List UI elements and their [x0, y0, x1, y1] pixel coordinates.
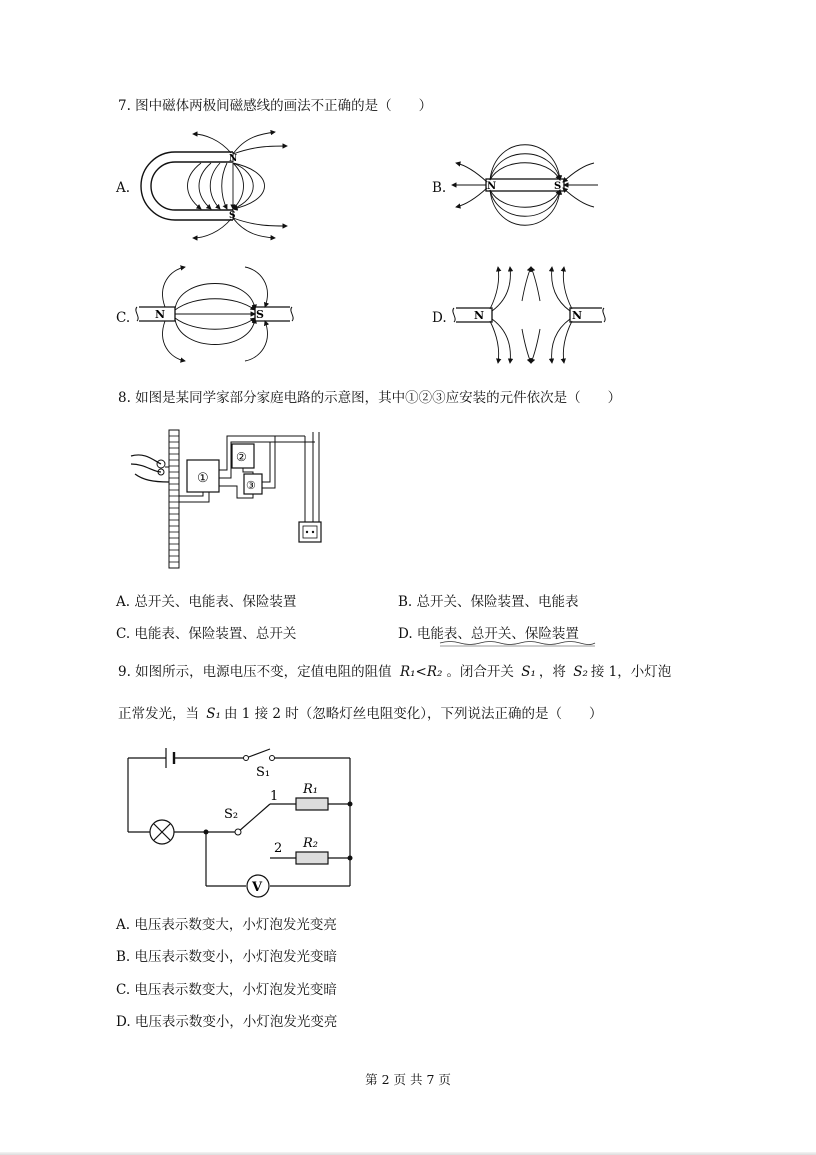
q9-switch-s1: S₁ — [521, 664, 536, 680]
q7b-south-label: S — [554, 181, 562, 192]
q7a-south-label: S — [229, 211, 236, 221]
marker-3: ③ — [246, 479, 256, 492]
q8-option-c: C. 电能表、保险装置、总开关 — [116, 626, 297, 642]
q8-option-d-underline — [440, 640, 600, 648]
q9-resistor-relation: R₁<R₂ — [399, 664, 443, 680]
q9-option-a: A. 电压表示数变大，小灯泡发光变亮 — [116, 917, 337, 933]
q9-stem-part: 9. 如图所示，电源电压不变，定值电阻的阻值 — [118, 664, 392, 680]
q7d-left-label: N — [474, 309, 485, 322]
q7c-south-label: S — [256, 308, 264, 321]
q7-figure-b — [450, 135, 600, 235]
marker-1: ① — [197, 471, 209, 486]
q9-switch-s2: S₂ — [573, 664, 588, 680]
q7-stem: 7. 图中磁体两极间磁感线的画法不正确的是（ ） — [118, 98, 433, 114]
q8-stem: 8. 如图是某同学家部分家庭电路的示意图，其中①②③应安装的元件依次是（ ） — [118, 390, 622, 406]
q7-figure-d — [452, 265, 612, 370]
q7-figure-a — [135, 132, 295, 237]
page-footer: 第 2 页 共 7 页 — [365, 1072, 451, 1087]
q7-option-c-letter: C. — [116, 310, 131, 326]
s1-label: S₁ — [256, 765, 271, 780]
q9-option-b: B. 电压表示数变小，小灯泡发光变暗 — [116, 949, 338, 965]
q7c-north-label: N — [155, 308, 166, 321]
q8-option-d: D. 电能表、总开关、保险装置 — [398, 626, 579, 642]
q7-option-a-letter: A. — [116, 180, 131, 196]
q7d-right-label: N — [572, 309, 583, 322]
q7-option-b-letter: B. — [432, 180, 447, 196]
q9-stem-part: 接 1，小灯泡 — [590, 664, 672, 680]
q7-option-d-letter: D. — [432, 310, 447, 326]
q9-stem-part: ，将 — [538, 664, 566, 680]
marker-2: ② — [236, 450, 247, 464]
q9-option-d: D. 电压表示数变小，小灯泡发光变亮 — [116, 1014, 338, 1030]
q9-switch-s1: S₁ — [206, 706, 221, 722]
q8-option-b: B. 总开关、保险装置、电能表 — [398, 594, 579, 610]
q9-stem-line2 — [118, 704, 603, 724]
q9-stem-line1 — [118, 662, 671, 682]
q9-stem-part: 正常发光，当 — [118, 706, 199, 722]
q7b-north-label: N — [487, 181, 497, 192]
q9-stem-part: 。闭合开关 — [446, 664, 514, 680]
q9-option-c: C. 电压表示数变大，小灯泡发光变暗 — [116, 982, 337, 998]
q8-option-a: A. 总开关、电能表、保险装置 — [116, 594, 297, 610]
s2-label: S₂ — [224, 807, 239, 822]
q8-circuit-figure — [125, 422, 335, 572]
r2-label: R₂ — [303, 836, 318, 851]
q7-figure-c — [135, 265, 300, 365]
voltmeter-label: V — [252, 880, 263, 895]
q9-stem-part: 由 1 接 2 时（忽略灯丝电阻变化），下列说法正确的是（ ） — [223, 706, 603, 722]
q9-circuit-figure — [120, 740, 370, 895]
r1-label: R₁ — [303, 782, 318, 797]
q7a-north-label: N — [229, 154, 238, 164]
pos2-label: 2 — [274, 841, 283, 856]
pos1-label: 1 — [270, 789, 279, 804]
